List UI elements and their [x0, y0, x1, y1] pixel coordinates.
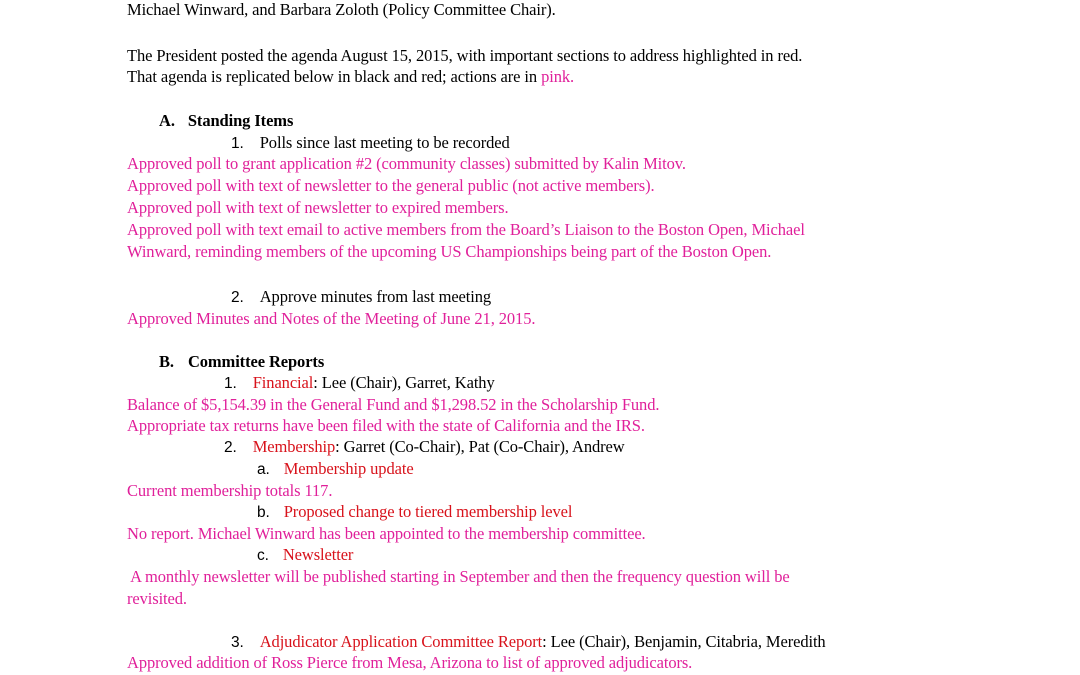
item-text: Polls since last meeting to be recorded — [259, 133, 510, 152]
committee-financial — [224, 373, 495, 394]
subitem-membership-update — [257, 459, 414, 480]
item-text: Approve minutes from last meeting — [259, 287, 492, 306]
subitem-letter: a. — [257, 461, 270, 478]
action-line: Winward, reminding members of the upcoming US Championships being part of the Boston Open. — [127, 242, 772, 261]
action-line: A monthly newsletter will be published starting in September and then the frequency question will be — [127, 567, 790, 586]
committee-members: : Lee (Chair), Benjamin, Citabria, Meredith — [542, 632, 826, 651]
committee-name: Financial — [252, 373, 314, 392]
agenda-replicated-line — [127, 67, 574, 87]
action-line: Approved Minutes and Notes of the Meeting of June 21, 2015. — [127, 309, 536, 328]
section-a-letter: A. — [159, 111, 175, 130]
committee-members: : Garret (Co-Chair), Pat (Co-Chair), Andrew — [335, 437, 625, 456]
committee-name: Membership — [252, 437, 336, 456]
section-b-title: Committee Reports — [187, 352, 325, 371]
item-number: 2. — [231, 289, 244, 306]
action-line: Approved poll with text email to active members from the Board’s Liaison to the Boston Open, Michael — [127, 220, 805, 239]
subitem-text: Membership update — [283, 459, 414, 478]
subitem-text: Newsletter — [282, 545, 354, 564]
action-line: Appropriate tax returns have been filed with the state of California and the IRS. — [127, 416, 645, 435]
section-b-heading — [159, 352, 324, 372]
section-a-title: Standing Items — [187, 111, 294, 130]
item-number: 1. — [231, 135, 244, 152]
committee-membership — [224, 437, 625, 458]
action-line: No report. Michael Winward has been appointed to the membership committee. — [127, 524, 646, 543]
subitem-letter: c. — [257, 547, 269, 564]
action-line: Approved poll with text of newsletter to the general public (not active members). — [127, 176, 655, 195]
section-b-letter: B. — [159, 352, 174, 371]
action-line: revisited. — [127, 589, 187, 608]
committee-members: : Lee (Chair), Garret, Kathy — [313, 373, 495, 392]
action-line: Approved poll to grant application #2 (community classes) submitted by Kalin Mitov. — [127, 154, 686, 173]
item-number: 3. — [231, 634, 244, 651]
action-line: Current membership totals 117. — [127, 481, 333, 500]
action-line: Balance of $5,154.39 in the General Fund and $1,298.52 in the Scholarship Fund. — [127, 395, 660, 414]
action-line: Approved addition of Ross Pierce from Mesa, Arizona to list of approved adjudicators. — [127, 653, 693, 672]
agenda-posted-line: The President posted the agenda August 15, 2015, with important sections to address highlighted in red. — [127, 46, 803, 65]
section-a-heading — [159, 111, 293, 131]
agenda-item-minutes — [231, 287, 491, 308]
action-line: Approved poll with text of newsletter to expired members. — [127, 198, 509, 217]
committee-name: Adjudicator Application Committee Report — [259, 632, 543, 651]
subitem-letter: b. — [257, 504, 270, 521]
committee-adjudicator — [231, 632, 826, 653]
agenda-item-polls — [231, 133, 510, 154]
item-number: 2. — [224, 439, 237, 456]
subitem-tiered-membership — [257, 502, 572, 523]
actions-color-note: pink. — [541, 67, 575, 86]
subitem-text: Proposed change to tiered membership level — [283, 502, 573, 521]
item-number: 1. — [224, 375, 237, 392]
attendees-line: Michael Winward, and Barbara Zoloth (Policy Committee Chair). — [127, 0, 556, 19]
agenda-replicated-text: That agenda is replicated below in black and red; actions are in — [127, 67, 542, 86]
subitem-newsletter — [257, 545, 353, 566]
